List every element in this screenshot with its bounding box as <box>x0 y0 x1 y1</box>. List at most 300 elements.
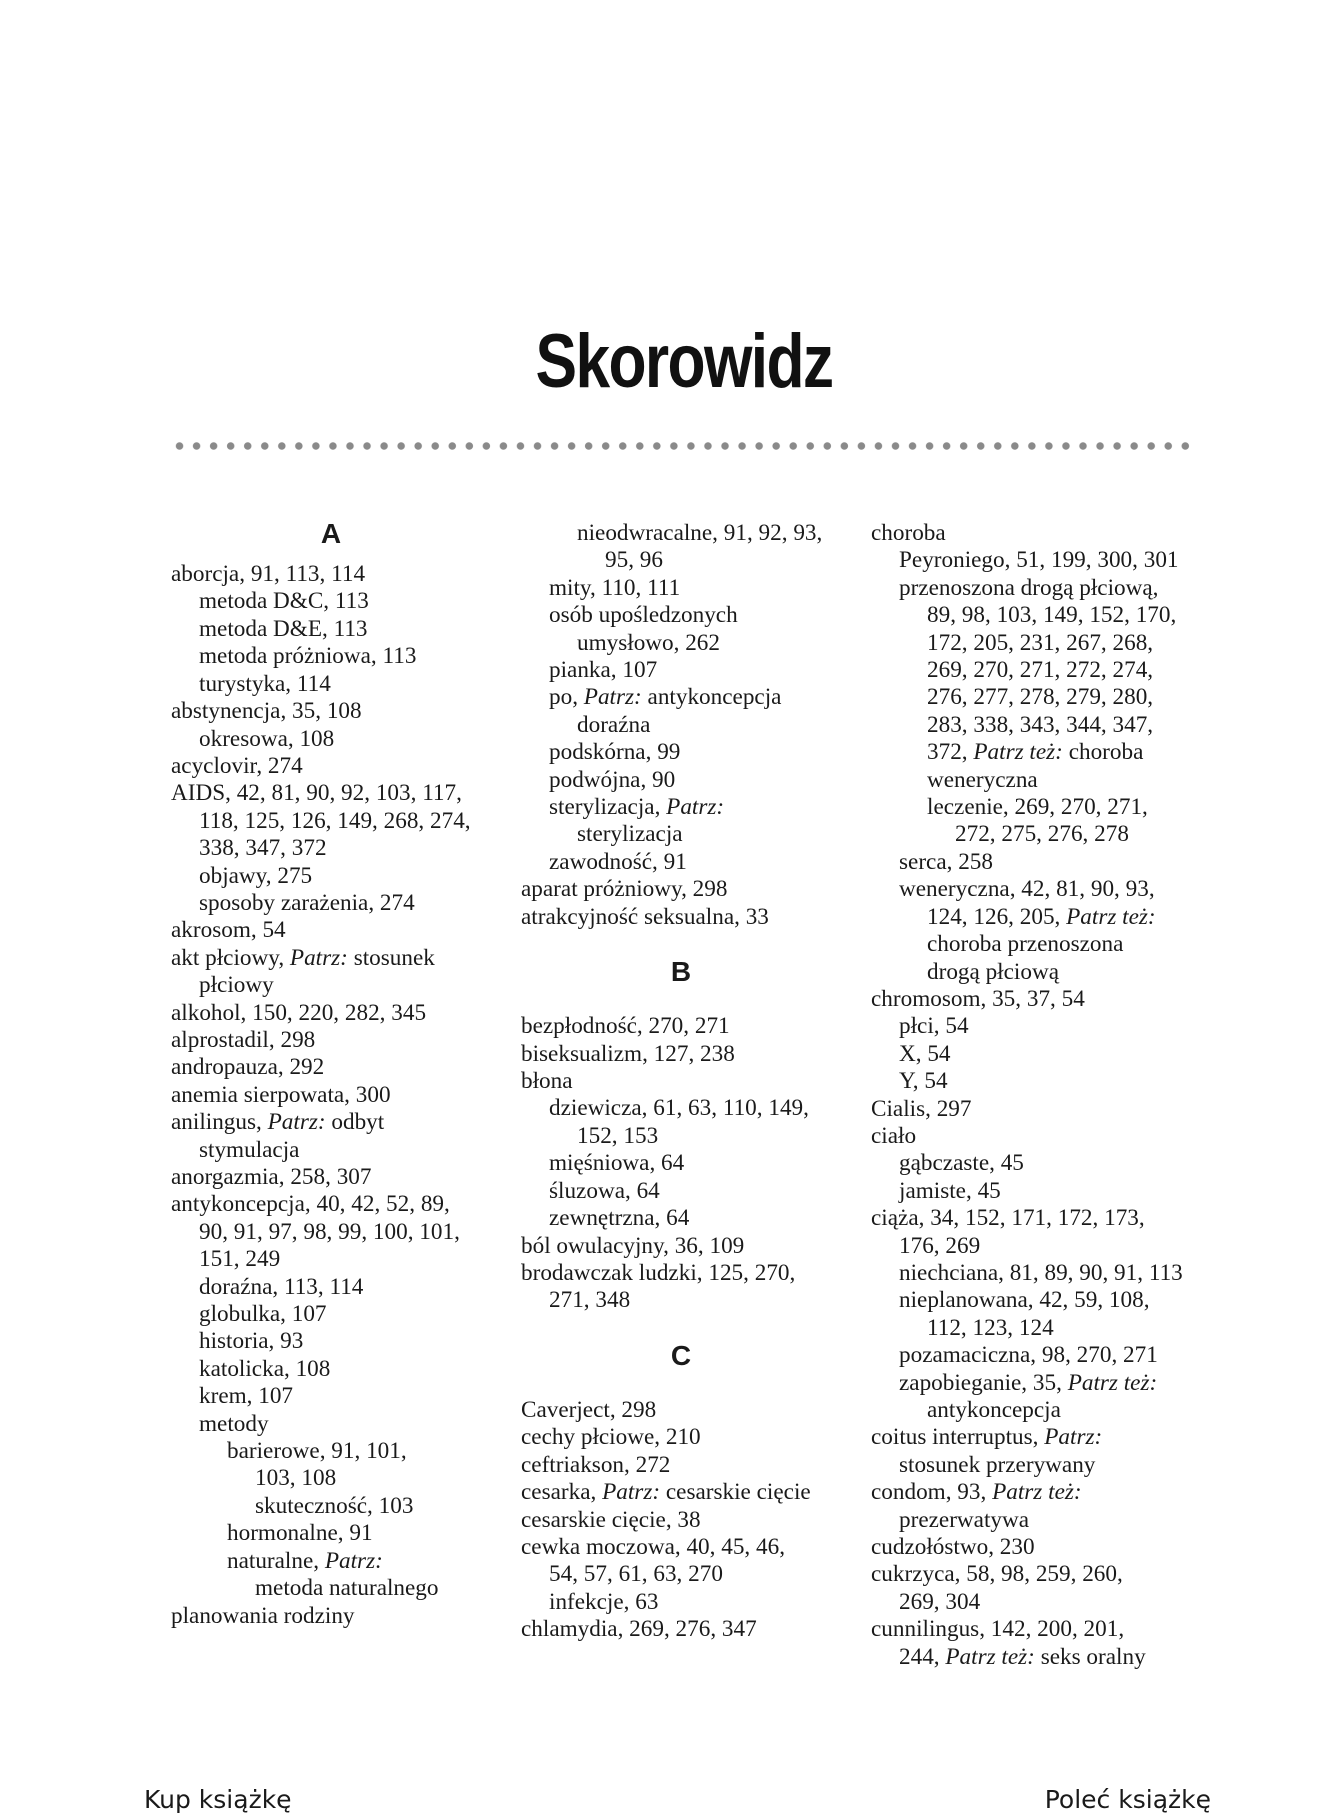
entry-text: przenoszona drogą płciową, <box>899 574 1159 601</box>
entry-text: andropauza, 292 <box>171 1054 325 1081</box>
index-entry <box>871 1123 1183 1150</box>
index-entry-line <box>521 712 841 739</box>
entry-text: okresowa, 108 <box>199 725 335 752</box>
index-entry-line <box>171 1246 491 1273</box>
index-entry-line <box>171 588 491 615</box>
index-entry <box>171 1082 491 1109</box>
entry-text: gąbczaste, 45 <box>899 1150 1024 1177</box>
index-entry-line <box>171 698 491 725</box>
index-entry <box>871 1041 1183 1068</box>
cross-reference-label: Patrz też: <box>973 739 1063 766</box>
entry-text: katolicka, 108 <box>199 1355 331 1382</box>
entry-text: anorgazmia, 258, 307 <box>171 1164 372 1191</box>
index-entry-line <box>871 931 1183 958</box>
index-entry-line <box>171 917 491 944</box>
index-entry-line <box>171 1109 491 1136</box>
index-entry <box>521 684 841 739</box>
entry-text: alkohol, 150, 220, 282, 345 <box>171 999 427 1026</box>
entry-text: cesarka, <box>521 1479 603 1506</box>
entry-text: 90, 91, 97, 98, 99, 100, 101, <box>199 1218 460 1245</box>
entry-text: 283, 338, 343, 344, 347, <box>927 711 1154 738</box>
index-entry <box>521 1260 841 1315</box>
index-entry-line <box>521 1095 841 1122</box>
index-entry <box>521 1507 841 1534</box>
entry-text: aborcja, 91, 113, 114 <box>171 561 366 588</box>
index-entry-line <box>171 945 491 972</box>
entry-text: niechciana, 81, 89, 90, 91, 113 <box>899 1259 1183 1286</box>
entry-text: Caverject, 298 <box>521 1396 657 1423</box>
index-entry <box>521 767 841 794</box>
entry-text: bezpłodność, 270, 271 <box>521 1013 730 1040</box>
index-entry-line <box>521 849 841 876</box>
index-entry-line <box>521 1013 841 1040</box>
entry-text: jamiste, 45 <box>899 1177 1001 1204</box>
index-entry-line <box>521 1205 841 1232</box>
entry-text: stosunek <box>347 944 435 971</box>
index-entry-line <box>171 726 491 753</box>
index-entry-line <box>521 1041 841 1068</box>
section-letter: B <box>670 956 692 988</box>
index-entry-line <box>521 1452 841 1479</box>
index-entry <box>171 616 491 643</box>
entry-text: 269, 270, 271, 272, 274, <box>927 657 1154 684</box>
cross-reference-label: Patrz też: <box>992 1479 1082 1506</box>
entry-text: metoda naturalnego <box>255 1575 439 1602</box>
index-entry <box>521 794 841 849</box>
index-entry-line <box>521 1507 841 1534</box>
entry-text: weneryczna <box>927 766 1038 793</box>
entry-text: naturalne, <box>227 1547 325 1574</box>
index-entry-line <box>171 1575 491 1602</box>
entry-text: 176, 269 <box>899 1232 981 1259</box>
index-entry-line <box>171 616 491 643</box>
index-entry-line <box>171 1137 491 1164</box>
index-entry-line <box>871 959 1183 986</box>
index-entry <box>871 1205 1183 1260</box>
index-entry <box>171 1000 491 1027</box>
entry-text: cunnilingus, 142, 200, 201, <box>871 1616 1125 1643</box>
index-entry <box>171 588 491 615</box>
index-entry-line <box>871 547 1183 574</box>
index-entry-line <box>871 1041 1183 1068</box>
index-entry-line <box>171 1356 491 1383</box>
entry-text: pozamaciczna, 98, 270, 271 <box>899 1342 1158 1369</box>
entry-text: chromosom, 35, 37, 54 <box>871 985 1085 1012</box>
index-entry <box>171 890 491 917</box>
index-entry-line <box>171 1411 491 1438</box>
index-entry-line <box>171 972 491 999</box>
index-entry-line <box>521 1534 841 1561</box>
index-entry-line <box>171 1328 491 1355</box>
entry-text: condom, 93, <box>871 1479 993 1506</box>
entry-text: leczenie, 269, 270, 271, <box>927 794 1148 821</box>
index-entry <box>871 1534 1183 1561</box>
entry-text: 152, 153 <box>577 1122 659 1149</box>
index-entry-line <box>871 849 1183 876</box>
index-entry-line <box>871 739 1183 766</box>
index-entry <box>871 1342 1183 1369</box>
entry-text: globulka, 107 <box>199 1301 327 1328</box>
index-entry-line <box>871 1397 1183 1424</box>
index-entry-line <box>521 1561 841 1588</box>
index-entry-line <box>521 602 841 629</box>
index-entry-line <box>521 1397 841 1424</box>
cross-reference-label: Patrz: <box>666 794 725 821</box>
index-entry-line <box>521 821 841 848</box>
index-entry-line <box>871 1479 1183 1506</box>
index-entry <box>521 739 841 766</box>
cross-reference-label: Patrz też: <box>945 1643 1035 1670</box>
entry-text: cudzołóstwo, 230 <box>871 1534 1035 1561</box>
index-entry-line <box>521 630 841 657</box>
entry-text: stosunek przerywany <box>899 1451 1096 1478</box>
entry-text: umysłowo, 262 <box>577 629 720 656</box>
entry-text: płciowy <box>199 972 274 999</box>
index-entry <box>871 1068 1183 1095</box>
index-entry <box>521 1178 841 1205</box>
index-entry <box>521 1150 841 1177</box>
index-entry <box>871 849 1183 876</box>
entry-text: śluzowa, 64 <box>549 1177 660 1204</box>
entry-text: brodawczak ludzki, 125, 270, <box>521 1259 796 1286</box>
index-entry-line <box>871 1233 1183 1260</box>
section-letter: A <box>320 518 342 549</box>
index-entry <box>521 1534 841 1589</box>
index-column-1 <box>171 520 491 1630</box>
entry-text: 338, 347, 372 <box>199 835 327 862</box>
index-entry <box>871 1178 1183 1205</box>
entry-text: zapobieganie, 35, <box>899 1369 1068 1396</box>
index-entry-line <box>171 1000 491 1027</box>
entry-text: 276, 277, 278, 279, 280, <box>927 684 1154 711</box>
entry-text: 271, 348 <box>549 1287 631 1314</box>
index-entry-line <box>871 1315 1183 1342</box>
index-entry-line <box>521 1424 841 1451</box>
index-entry-line <box>521 794 841 821</box>
index-entry <box>171 1191 491 1273</box>
index-entry-line <box>171 863 491 890</box>
index-entry-line <box>871 794 1183 821</box>
index-entry-line <box>521 1150 841 1177</box>
index-entry-line <box>521 767 841 794</box>
entry-text: nieplanowana, 42, 59, 108, <box>899 1287 1150 1314</box>
index-entry-line <box>871 1205 1183 1232</box>
index-entry-line <box>171 1548 491 1575</box>
entry-text: doraźna, 113, 114 <box>199 1273 364 1300</box>
index-entry <box>871 547 1183 574</box>
index-entry <box>521 657 841 684</box>
index-entry <box>171 1411 491 1438</box>
entry-text: metody <box>199 1410 269 1437</box>
entry-text: cesarskie cięcie <box>660 1479 811 1506</box>
index-entry-line <box>871 767 1183 794</box>
index-entry-line <box>871 1424 1183 1451</box>
entry-text: 112, 123, 124 <box>927 1314 1054 1341</box>
index-entry-line <box>871 1561 1183 1588</box>
index-entry <box>171 1301 491 1328</box>
entry-text: anemia sierpowata, 300 <box>171 1081 391 1108</box>
cross-reference-label: Patrz: <box>267 1109 326 1136</box>
cross-reference-label: Patrz: <box>583 684 642 711</box>
index-entry-line <box>521 547 841 574</box>
entry-text: antykoncepcja, 40, 42, 52, 89, <box>171 1191 450 1218</box>
index-entry-line <box>171 1274 491 1301</box>
entry-text: akt płciowy, <box>171 944 290 971</box>
entry-text: sterylizacja, <box>549 794 667 821</box>
index-entry-line <box>521 1589 841 1616</box>
index-entry <box>521 1095 841 1150</box>
index-entry <box>171 1356 491 1383</box>
entry-text: pianka, 107 <box>549 657 658 684</box>
index-entry <box>171 1109 491 1164</box>
cross-reference-label: Patrz: <box>289 944 348 971</box>
entry-text: stymulacja <box>199 1136 300 1163</box>
entry-text: metoda D&E, 113 <box>199 615 368 642</box>
index-entry-line <box>521 904 841 931</box>
index-entry <box>171 698 491 725</box>
index-entry <box>171 780 491 862</box>
entry-text: zawodność, 91 <box>549 848 687 875</box>
index-entry <box>871 1096 1183 1123</box>
index-entry <box>171 643 491 670</box>
entry-text: 54, 57, 61, 63, 270 <box>549 1561 723 1588</box>
index-entry <box>871 1479 1183 1534</box>
index-entry-line <box>521 1479 841 1506</box>
index-entry-line <box>871 821 1183 848</box>
index-entry <box>171 1383 491 1410</box>
index-entry-line <box>521 739 841 766</box>
index-entry-line <box>871 876 1183 903</box>
index-entry <box>871 1424 1183 1479</box>
index-entry-line <box>171 1493 491 1520</box>
index-entry <box>521 520 841 575</box>
entry-text: weneryczna, 42, 81, 90, 93, <box>899 876 1155 903</box>
index-entry <box>521 1424 841 1451</box>
entry-text: akrosom, 54 <box>171 917 286 944</box>
index-entry-line <box>871 1287 1183 1314</box>
index-entry <box>171 1164 491 1191</box>
index-entry <box>871 1616 1183 1671</box>
index-column-3 <box>871 520 1183 1671</box>
entry-text: Y, 54 <box>899 1068 948 1095</box>
entry-text: X, 54 <box>899 1040 951 1067</box>
index-entry <box>521 904 841 931</box>
index-entry <box>171 863 491 890</box>
entry-text: barierowe, 91, 101, <box>227 1438 407 1465</box>
index-entry <box>521 1452 841 1479</box>
recommend-book-link[interactable]: Poleć książkę <box>1044 1785 1211 1814</box>
index-entry-line <box>871 1507 1183 1534</box>
entry-text: podwójna, 90 <box>549 766 676 793</box>
index-entry <box>871 794 1183 849</box>
entry-text: cechy płciowe, 210 <box>521 1424 701 1451</box>
index-entry <box>521 1233 841 1260</box>
entry-text: Cialis, 297 <box>871 1095 972 1122</box>
index-entry <box>871 520 1183 547</box>
entry-text: anilingus, <box>171 1109 268 1136</box>
index-entry <box>521 1479 841 1506</box>
entry-text: Peyroniego, 51, 199, 300, 301 <box>899 547 1179 574</box>
index-entry <box>521 1041 841 1068</box>
cross-reference-label: Patrz: <box>602 1479 661 1506</box>
entry-text: AIDS, 42, 81, 90, 92, 103, 117, <box>171 780 462 807</box>
entry-text: ceftriakson, 272 <box>521 1451 671 1478</box>
index-entry-line <box>521 1233 841 1260</box>
index-entry-line <box>871 1616 1183 1643</box>
index-entry-line <box>871 1123 1183 1150</box>
index-entry <box>871 1150 1183 1177</box>
entry-text: 151, 249 <box>199 1246 281 1273</box>
index-entry <box>871 1561 1183 1616</box>
index-entry-line <box>521 1287 841 1314</box>
index-entry <box>171 753 491 780</box>
index-entry-line <box>871 575 1183 602</box>
index-entry <box>171 1438 491 1493</box>
entry-text: aparat próżniowy, 298 <box>521 876 728 903</box>
entry-text: ciało <box>871 1122 917 1149</box>
entry-text: planowania rodziny <box>171 1602 355 1629</box>
entry-text: ból owulacyjny, 36, 109 <box>521 1232 745 1259</box>
entry-text: abstynencja, 35, 108 <box>171 698 362 725</box>
page-title: Skorowidz <box>535 319 833 404</box>
index-entry-line <box>871 520 1183 547</box>
index-entry <box>171 945 491 1000</box>
entry-text: 124, 126, 205, <box>927 903 1067 930</box>
entry-text: cukrzyca, 58, 98, 259, 260, <box>871 1561 1123 1588</box>
index-entry-line <box>521 1068 841 1095</box>
entry-text: 269, 304 <box>899 1588 981 1615</box>
spacer <box>521 931 841 958</box>
index-entry <box>171 1520 491 1547</box>
index-entry-line <box>171 780 491 807</box>
entry-text: seks oralny <box>1034 1643 1146 1670</box>
index-entry-line <box>171 1191 491 1218</box>
index-entry <box>871 1260 1183 1287</box>
entry-text: 372, <box>927 739 974 766</box>
index-entry <box>521 876 841 903</box>
index-entry <box>521 849 841 876</box>
index-entry <box>171 671 491 698</box>
entry-text: 89, 98, 103, 149, 152, 170, <box>927 602 1177 629</box>
entry-text: choroba przenoszona <box>927 931 1124 958</box>
entry-text: 172, 205, 231, 267, 268, <box>927 629 1154 656</box>
index-entry <box>521 1068 841 1095</box>
index-entry-line <box>171 890 491 917</box>
entry-text: choroba <box>1062 739 1144 766</box>
index-entry <box>871 1370 1183 1425</box>
entry-text: metoda próżniowa, 113 <box>199 643 417 670</box>
entry-text: 272, 275, 276, 278 <box>955 821 1129 848</box>
entry-text: prezerwatywa <box>899 1506 1030 1533</box>
index-entry-line <box>171 1520 491 1547</box>
entry-text: acyclovir, 274 <box>171 752 303 779</box>
entry-text: dziewicza, 61, 63, 110, 149, <box>549 1095 809 1122</box>
index-entry-line <box>171 1465 491 1492</box>
index-entry-line <box>871 904 1183 931</box>
index-entry <box>171 1493 491 1520</box>
index-entry-line <box>171 1219 491 1246</box>
index-entry <box>871 876 1183 986</box>
index-entry <box>521 1589 841 1616</box>
index-entry <box>171 1027 491 1054</box>
index-entry-line <box>871 684 1183 711</box>
index-entry-line <box>871 712 1183 739</box>
index-entry <box>521 1205 841 1232</box>
entry-text: alprostadil, 298 <box>171 1026 316 1053</box>
index-entry-line <box>871 1260 1183 1287</box>
index-entry-line <box>521 1178 841 1205</box>
index-entry-line <box>871 630 1183 657</box>
index-entry-line <box>871 1068 1183 1095</box>
entry-text: turystyka, 114 <box>199 670 331 697</box>
index-entry-line <box>521 1123 841 1150</box>
index-entry <box>521 602 841 657</box>
entry-text: infekcje, 63 <box>549 1588 659 1615</box>
entry-text: biseksualizm, 127, 238 <box>521 1040 735 1067</box>
index-entry-line <box>871 1644 1183 1671</box>
index-entry-line <box>871 986 1183 1013</box>
index-entry <box>871 986 1183 1013</box>
index-entry-line <box>871 1178 1183 1205</box>
entry-text: ciąża, 34, 152, 171, 172, 173, <box>871 1205 1145 1232</box>
index-entry-line <box>521 657 841 684</box>
index-entry-line <box>871 1589 1183 1616</box>
cross-reference-label: Patrz: <box>324 1547 383 1574</box>
entry-text: sposoby zarażenia, 274 <box>199 889 415 916</box>
entry-text: serca, 258 <box>899 848 993 875</box>
index-entry <box>871 1287 1183 1342</box>
entry-text: chlamydia, 269, 276, 347 <box>521 1616 757 1643</box>
entry-text: błona <box>521 1068 573 1095</box>
entry-text: antykoncepcja <box>641 684 782 711</box>
index-entry <box>171 1328 491 1355</box>
entry-text: antykoncepcja <box>927 1397 1061 1423</box>
index-entry <box>171 1575 491 1630</box>
entry-text: metoda D&C, 113 <box>199 588 369 615</box>
index-entry <box>171 561 491 588</box>
entry-text: hormonalne, 91 <box>227 1520 373 1547</box>
index-entry-line <box>871 1096 1183 1123</box>
cross-reference-label: Patrz: <box>1044 1424 1103 1451</box>
entry-text: osób upośledzonych <box>549 602 738 629</box>
index-entry-line <box>521 1260 841 1287</box>
section-letter: C <box>670 1340 692 1372</box>
buy-book-link[interactable]: Kup książkę <box>144 1785 292 1814</box>
entry-text: podskórna, 99 <box>549 739 681 766</box>
entry-text: drogą płciową <box>927 958 1059 985</box>
entry-text: objawy, 275 <box>199 862 313 889</box>
index-entry-line <box>871 657 1183 684</box>
index-entry <box>521 575 841 602</box>
entry-text: mięśniowa, 64 <box>549 1150 685 1177</box>
entry-text: 103, 108 <box>255 1465 337 1492</box>
entry-text: po, <box>549 684 584 711</box>
entry-text: zewnętrzna, 64 <box>549 1205 690 1232</box>
entry-text: krem, 107 <box>199 1383 294 1410</box>
entry-text: atrakcyjność seksualna, 33 <box>521 903 769 930</box>
spacer <box>521 1370 841 1397</box>
cross-reference-label: Patrz też: <box>1066 903 1156 930</box>
index-entry <box>171 1054 491 1081</box>
index-entry <box>521 1397 841 1424</box>
entry-text: nieodwracalne, 91, 92, 93, <box>577 520 823 546</box>
index-entry-line <box>171 753 491 780</box>
entry-text: historia, 93 <box>199 1328 304 1355</box>
index-entry-line <box>521 876 841 903</box>
index-entry-line <box>871 1370 1183 1397</box>
index-entry-line <box>521 520 841 547</box>
entry-text: mity, 110, 111 <box>549 574 681 601</box>
